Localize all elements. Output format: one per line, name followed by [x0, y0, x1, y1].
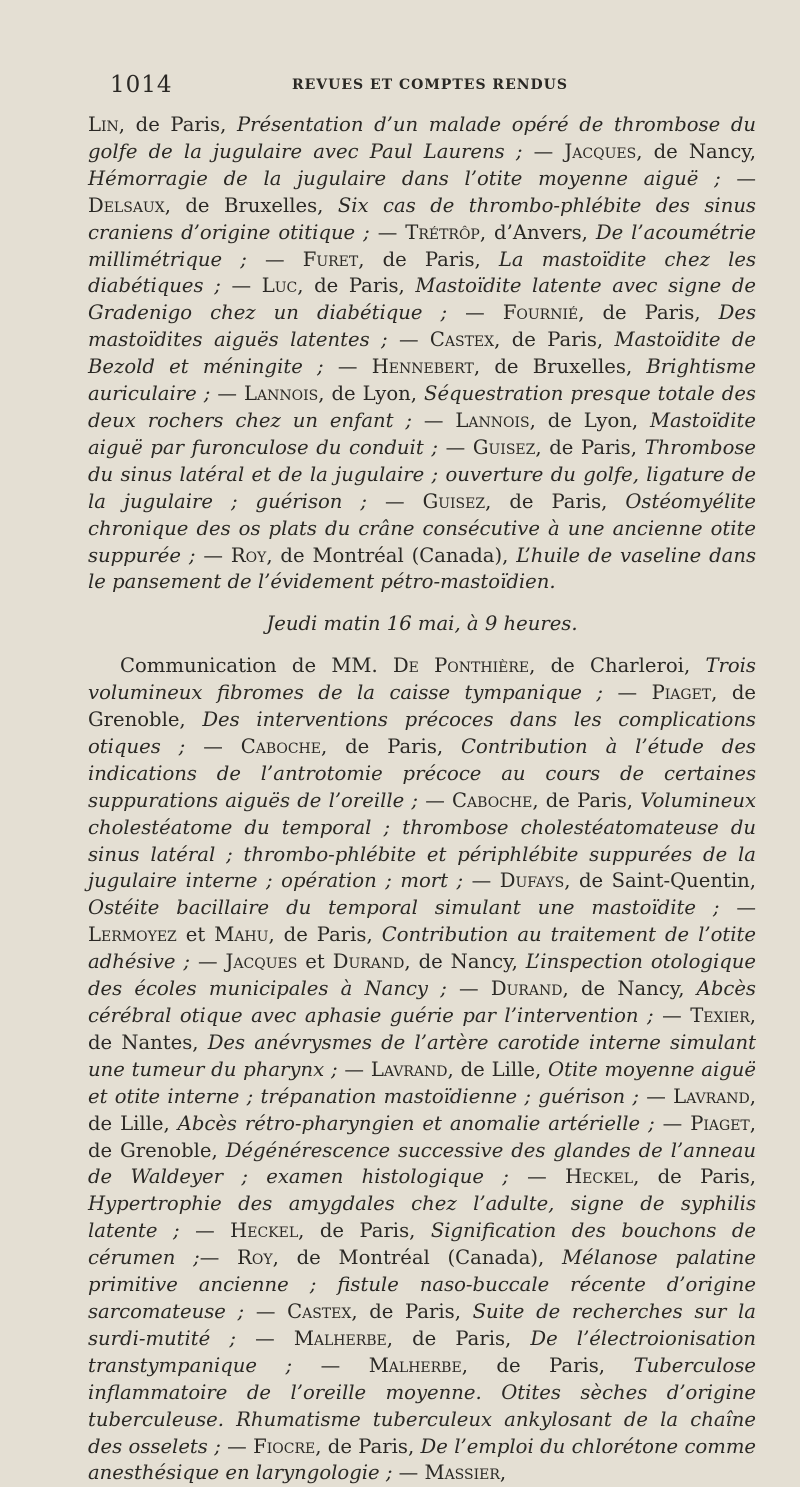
text-run: , de Paris, — [386, 1326, 531, 1350]
text-run: , de Paris, — [351, 1299, 473, 1323]
text-run: , de Montréal (Canada), — [266, 543, 517, 567]
communication-title: Mastoïdite de Bezold et méningite ; — [88, 328, 756, 379]
text-run: , de Paris, — [358, 247, 499, 271]
author-name: Lavrand — [370, 1057, 448, 1081]
text-run: — — [418, 788, 453, 812]
text-run: — — [195, 543, 231, 567]
communication-title: Mélanose palatine primitive ancienne ; fistule naso-buccale récente d’origine sarcomateuse ; — [88, 1246, 757, 1323]
communication-title: Ostéomyélite chronique des os plats du crâne consécutive à une ancienne otite suppurée ; — [88, 489, 756, 567]
text-run: — — [210, 382, 244, 406]
author-name: Hennebert — [371, 355, 474, 379]
communication-title: Trois volumineux fibromes de la caisse tympanique ; — [88, 654, 756, 705]
text-run: , de Paris, — [118, 113, 237, 136]
author-name: Lannois — [243, 382, 319, 406]
text-run: , de Paris, — [485, 489, 626, 513]
communication-title: Ostéite bacillaire du temporal simulant une mastoïdite ; — [88, 896, 720, 920]
author-name: Heckel — [230, 1219, 299, 1243]
communication-title: Suite de recherches sur la surdi-mutité ; — [88, 1299, 756, 1350]
author-name: Delsaux — [88, 193, 165, 217]
author-name: Furet — [302, 247, 359, 271]
author-name: Luc — [261, 274, 298, 298]
text-run: , de Paris, — [535, 435, 645, 459]
communication-title: Abcès cérébral otique avec aphasie guérie par l’intervention ; — [88, 977, 756, 1027]
author-name: Lavrand — [673, 1084, 750, 1108]
author-name: Fiocre — [253, 1434, 316, 1458]
communication-title: Abcès rétro-pharyngien et anomalie artérielle ; — [177, 1111, 655, 1135]
author-name: De Ponthière — [392, 654, 530, 678]
text-run: et — [297, 950, 333, 974]
author-name: Heckel — [565, 1165, 634, 1189]
communication-title: Tuberculose inflammatoire de l’oreille moyenne. Otites sèches d’origine tuberculeuse. Rhumatisme tuberculeux ankylosant de la chaîne des osselets ; — [88, 1353, 756, 1458]
text-run: — — [246, 247, 303, 271]
text-run: , de Paris, — [321, 734, 462, 758]
text-run: — — [367, 489, 423, 513]
body-text — [88, 112, 756, 1487]
text-run: — — [323, 355, 372, 379]
author-name: Lannois — [455, 408, 530, 432]
text-run: , de Paris, — [494, 328, 615, 352]
communication-title: De l’emploi du chlorétone comme anesthésique en laryngologie ; — [88, 1434, 757, 1485]
text-run: , de Paris, — [532, 788, 641, 812]
text-run: , de Paris, — [298, 1219, 431, 1243]
text-run: , de Lille, — [88, 1084, 756, 1135]
text-run: — — [447, 301, 503, 325]
text-run: — — [522, 139, 565, 163]
text-run: — — [463, 869, 500, 893]
text-run: — — [292, 1353, 369, 1377]
communication-title: De l’électroionisation transtympanique ; — [88, 1326, 757, 1377]
communication-title: Brightisme auriculaire ; — [88, 355, 756, 406]
author-name: Malherbe — [293, 1326, 387, 1350]
text-run: , de Nancy, — [404, 950, 526, 974]
text-run: — — [387, 328, 430, 352]
text-run: , de Montréal (Canada), — [272, 1246, 563, 1270]
text-run: , de Paris, — [578, 301, 719, 325]
text-run: — — [244, 1299, 288, 1323]
author-name: Lermoyez — [88, 923, 177, 947]
communication-title: Contribution au traitement de l’otite adhésive ; — [88, 923, 756, 974]
author-name: Durand — [490, 977, 563, 1001]
communication-title: Volumineux cholestéatome du temporal ; thrombose cholestéatomateuse du sinus latéral ; thrombo-phlébite et périphlébite suppurées de la jugulaire interne ; opération ; mort ; — [88, 788, 756, 893]
author-name: Guisez — [422, 489, 486, 513]
page-number: 1014 — [110, 72, 173, 98]
text-run: — — [411, 408, 456, 432]
text-run: , de Lyon, — [318, 382, 425, 406]
text-run: — — [185, 734, 241, 758]
communication-title: Signification des bouchons de cérumen ; — [88, 1219, 756, 1270]
communication-title: Mastoïdite aiguë par furonculose du conduit ; — [88, 408, 756, 459]
author-name: Roy — [237, 1246, 273, 1270]
text-run: — — [220, 1434, 254, 1458]
author-name: Fournié — [502, 301, 579, 325]
author-name: Massier — [424, 1461, 500, 1485]
author-name: Castex — [429, 328, 495, 352]
author-name: Malherbe — [368, 1353, 462, 1377]
text-run: et — [176, 923, 215, 947]
communication-title: L’inspection otologique des écoles municipales à Nancy ; — [88, 950, 756, 1001]
text-run: — — [337, 1057, 371, 1081]
session-heading: Jeudi matin 16 mai, à 9 heures. — [266, 612, 578, 636]
text-run: , de Nancy, — [562, 977, 697, 1001]
communication-title: Otite moyenne aiguë et otite interne ; trépanation mastoïdienne ; guérison ; — [88, 1057, 756, 1108]
text-run: — — [654, 1111, 691, 1135]
text-run: — — [179, 1219, 231, 1243]
communication-title: Dégénérescence successive des glandes de l’anneau de Waldeyer ; examen histologique ; — [88, 1138, 757, 1189]
text-run: , d’Anvers, — [479, 220, 596, 244]
communication-title: Six cas de thrombo-phlébite des sinus craniens d’origine otitique ; — [88, 193, 756, 244]
text-run: , de Paris, — [315, 1434, 421, 1458]
communication-title: L’huile de vaseline dans le pansement de l’évidement pétro-mastoïdien. — [88, 543, 757, 594]
communication-title: De l’acoumétrie millimétrique ; — [88, 220, 756, 271]
communication-title: Contribution à l’étude des indications de l’antrotomie précoce au cours de certaines suppurations aiguës de l’oreille ; — [88, 734, 756, 812]
text-run: , de Bruxelles, — [164, 193, 338, 217]
text-run: — — [720, 166, 756, 190]
author-name: Durand — [332, 950, 405, 974]
text-run: , — [499, 1461, 507, 1485]
text-run: , de Grenoble, — [88, 1111, 756, 1162]
text-run: — — [236, 1326, 294, 1350]
running-head: REVUES ET COMPTES RENDUS — [292, 77, 568, 93]
text-run: Communication de MM. — [120, 654, 393, 678]
author-name: Piaget — [690, 1111, 750, 1135]
author-name: Castex — [287, 1299, 352, 1323]
text-run: — — [199, 1246, 238, 1270]
communication-title: Hypertrophie des amygdales chez l’adulte, signe de syphilis latente ; — [88, 1192, 756, 1243]
communication-title: Mastoïdite latente avec signe de Gradenigo chez un diabétique ; — [88, 274, 756, 325]
text-run: , de Paris, — [297, 274, 416, 298]
text-run: — — [190, 950, 226, 974]
text-run: , de Paris, — [268, 923, 382, 947]
page-header — [110, 72, 750, 100]
text-run: — — [603, 681, 652, 705]
communication-title: Présentation d’un malade opéré de thrombose du golfe de la jugulaire avec Paul Laurens ; — [88, 113, 756, 163]
author-name: Guisez — [472, 435, 536, 459]
communication-title: Thrombose du sinus latéral et de la jugulaire ; ouverture du golfe, ligature de la jugulaire ; guérison ; — [88, 435, 757, 513]
author-name: Piaget — [651, 681, 712, 705]
author-name: Mahu — [214, 923, 269, 947]
author-name: Caboche — [240, 734, 321, 758]
author-name: Trétrôp — [405, 220, 480, 244]
text-run: , de Grenoble, — [88, 681, 756, 732]
text-run: , de Paris, — [461, 1353, 634, 1377]
text-run: — — [369, 220, 406, 244]
communication-title: La mastoïdite chez les diabétiques ; — [88, 247, 757, 298]
text-run: , de Paris, — [633, 1165, 756, 1189]
text-run: , de Lyon, — [529, 408, 650, 432]
communication-title: Des anévrysmes de l’artère carotide interne simulant une tumeur du pharynx ; — [88, 1030, 756, 1081]
text-run: , de Charleroi, — [529, 654, 706, 678]
text-run: — — [719, 896, 756, 920]
paragraph-thursday-communications — [88, 653, 756, 1487]
text-run: , de Nancy, — [636, 139, 756, 163]
text-run: , de Saint-Quentin, — [564, 869, 756, 893]
text-run: — — [446, 977, 491, 1001]
communication-title: Des interventions précoces dans les complications otiques ; — [88, 708, 756, 758]
communication-title: Des mastoïdites aiguës latentes ; — [88, 301, 757, 352]
author-name: Roy — [230, 543, 267, 567]
author-name: Jacques — [225, 950, 298, 974]
author-name: Caboche — [452, 788, 533, 812]
text-run: — — [638, 1084, 674, 1108]
author-name: Texier — [690, 1004, 750, 1027]
text-run: — — [437, 435, 473, 459]
paragraph-congress-list-continued — [88, 112, 756, 596]
text-run: , de Nantes, — [88, 1004, 756, 1054]
communication-title: Hémorragie de la jugulaire dans l’otite moyenne aiguë ; — [88, 166, 721, 190]
text-run: — — [508, 1165, 566, 1189]
author-name: Jacques — [564, 139, 637, 163]
text-run: , de Lille, — [447, 1057, 549, 1081]
text-run: — — [392, 1461, 425, 1485]
author-name: Lin — [88, 113, 119, 136]
text-run: — — [220, 274, 262, 298]
text-run: — — [653, 1004, 691, 1027]
communication-title: Séquestration presque totale des deux rochers chez un enfant ; — [88, 382, 756, 432]
author-name: Dufays — [499, 869, 565, 893]
text-run: , de Bruxelles, — [473, 355, 647, 379]
